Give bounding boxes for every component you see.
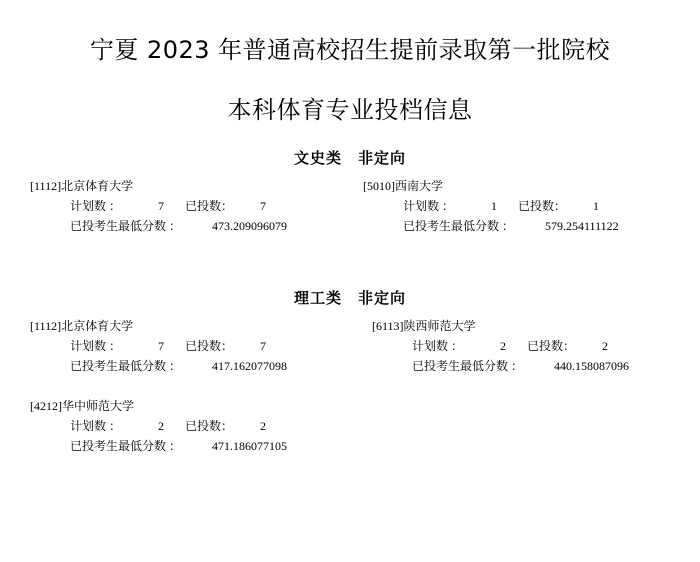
plan-row	[403, 196, 599, 216]
cast-label: 已投数：	[185, 199, 234, 213]
school-entry	[372, 316, 629, 376]
cast-value: 7	[260, 339, 266, 353]
min-score-value: 471.186077105	[212, 439, 287, 453]
plan-label: 计划数 ：	[70, 199, 122, 213]
school-name: [6113]陕西师范大学	[372, 319, 476, 333]
min-score-row	[70, 356, 287, 376]
page-title-line-1: 宁夏 2023 年普通高校招生提前录取第一批院校	[89, 36, 611, 64]
plan-value: 2	[158, 419, 164, 433]
plan-value: 2	[500, 339, 506, 353]
min-score-row	[412, 356, 629, 376]
plan-label: 计划数 ：	[70, 339, 122, 353]
plan-value: 7	[158, 199, 164, 213]
cast-label: 已投数：	[518, 199, 567, 213]
cast-value: 1	[593, 199, 599, 213]
min-score-label: 已投考生最低分数 ：	[70, 359, 182, 373]
plan-row	[70, 336, 266, 356]
plan-value: 1	[491, 199, 497, 213]
plan-row	[70, 416, 266, 436]
cast-label: 已投数：	[527, 339, 576, 353]
section-heading-science: 理工类 非定向	[293, 289, 406, 307]
cast-value: 2	[602, 339, 608, 353]
min-score-row	[403, 216, 619, 236]
plan-row	[412, 336, 608, 356]
plan-label: 计划数 ：	[403, 199, 455, 213]
min-score-value: 473.209096079	[212, 219, 287, 233]
school-name: [1112]北京体育大学	[30, 319, 134, 333]
section-heading-liberal-arts: 文史类 非定向	[293, 149, 406, 167]
cast-value: 7	[260, 199, 266, 213]
min-score-row	[70, 436, 287, 456]
school-entry	[30, 396, 287, 456]
min-score-value: 579.254111122	[545, 219, 619, 233]
min-score-row	[70, 216, 287, 236]
school-entry	[30, 316, 287, 376]
min-score-label: 已投考生最低分数 ：	[70, 439, 182, 453]
page-title-line-2: 本科体育专业投档信息	[227, 96, 473, 124]
school-entry	[30, 176, 287, 236]
plan-label: 计划数 ：	[412, 339, 464, 353]
school-entry	[363, 176, 619, 236]
min-score-label: 已投考生最低分数 ：	[403, 219, 515, 233]
min-score-label: 已投考生最低分数 ：	[70, 219, 182, 233]
min-score-label: 已投考生最低分数 ：	[412, 359, 524, 373]
cast-label: 已投数：	[185, 339, 234, 353]
plan-label: 计划数 ：	[70, 419, 122, 433]
school-name: [1112]北京体育大学	[30, 179, 134, 193]
school-name: [4212]华中师范大学	[30, 399, 134, 413]
plan-row	[70, 196, 266, 216]
min-score-value: 417.162077098	[212, 359, 287, 373]
school-name: [5010]西南大学	[363, 179, 443, 193]
min-score-value: 440.158087096	[554, 359, 629, 373]
cast-value: 2	[260, 419, 266, 433]
plan-value: 7	[158, 339, 164, 353]
cast-label: 已投数：	[185, 419, 234, 433]
